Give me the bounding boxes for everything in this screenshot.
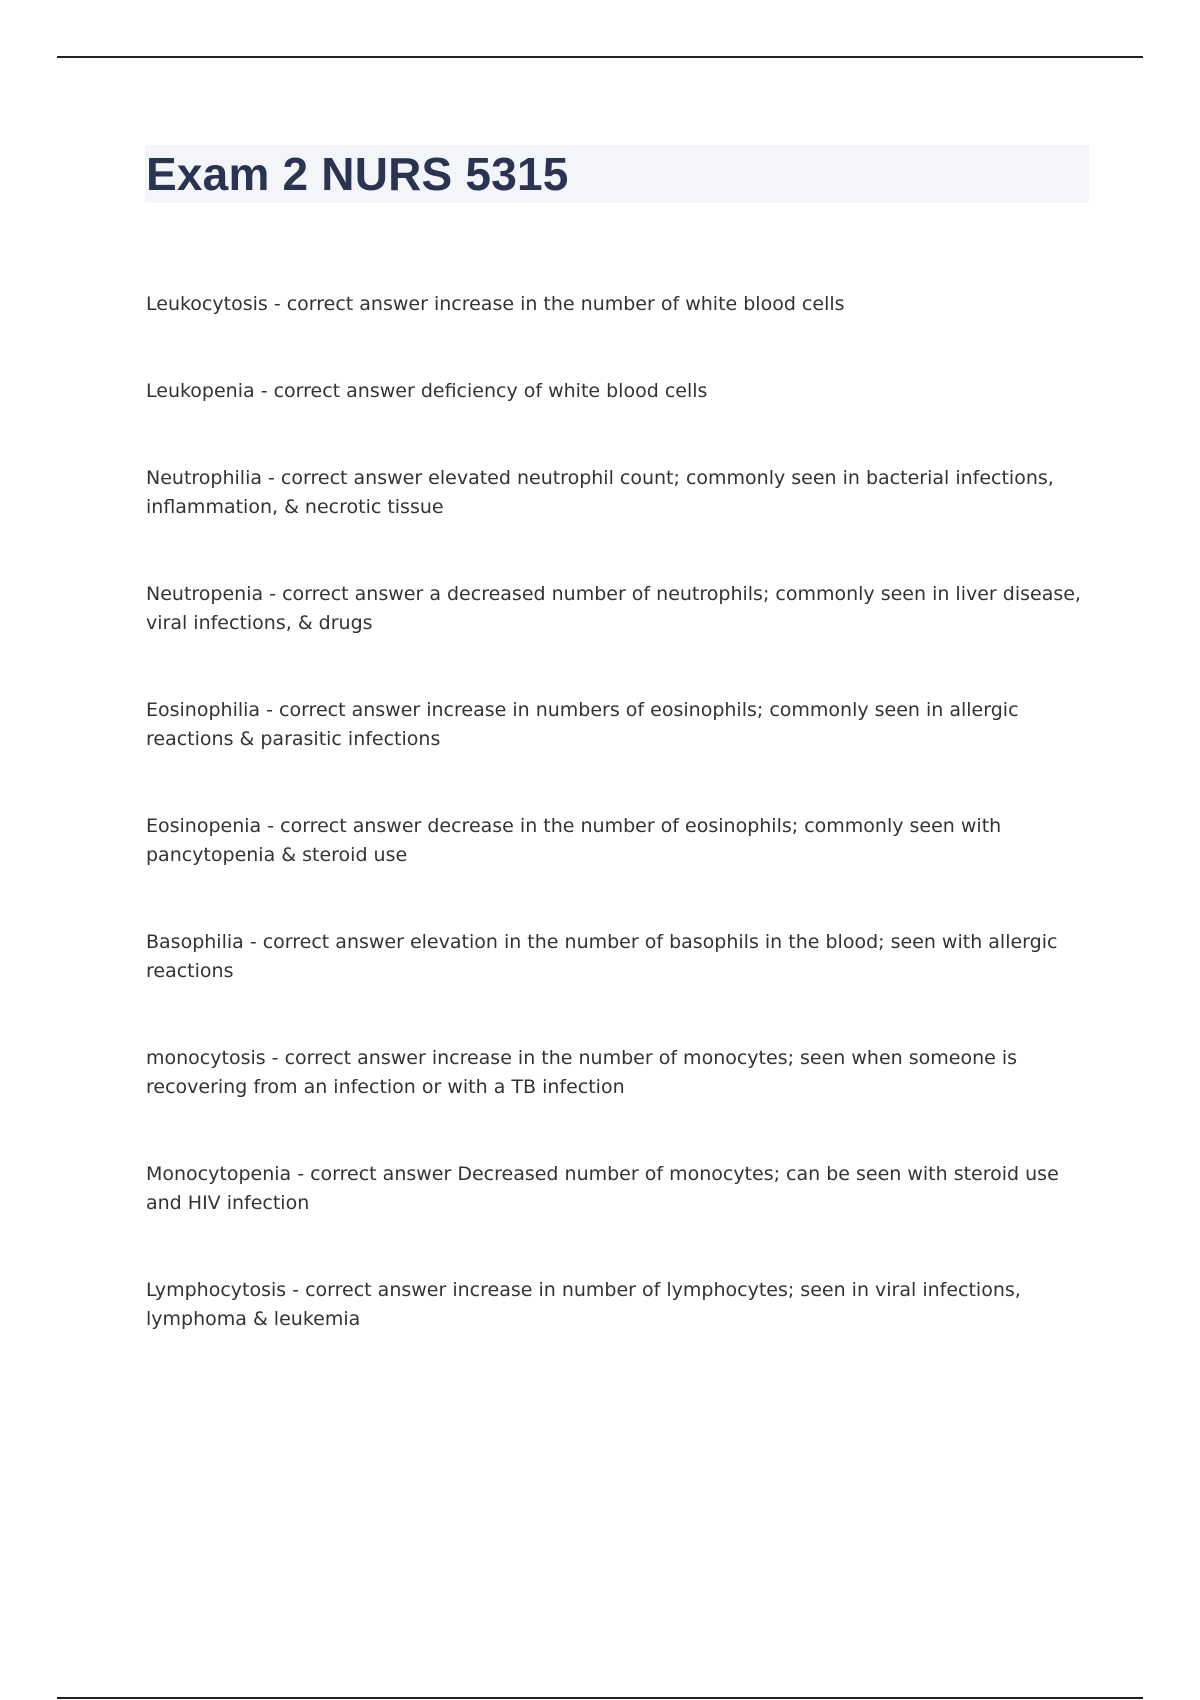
qa-separator: - correct answer [265,1047,432,1069]
qa-answer: decrease in the number of eosinophils; commonly seen with pancytopenia & steroid use [146,815,1002,866]
qa-answer: elevation in the number of basophils in the blood; seen with allergic reactions [146,931,1058,982]
qa-item [146,1160,1096,1218]
qa-term: Neutropenia [146,583,264,605]
qa-separator: - correct answer [263,583,430,605]
qa-term: Leukocytosis [146,293,268,315]
qa-term: Basophilia [146,931,244,953]
qa-list [146,290,1096,1392]
qa-item [146,812,1096,870]
qa-answer: a decreased number of neutrophils; commonly seen in liver disease, viral infections, & drugs [146,583,1081,634]
bottom-rule [57,1697,1143,1699]
qa-term: Lymphocytosis [146,1279,287,1301]
qa-separator: - correct answer [286,1279,453,1301]
qa-item [146,1276,1096,1334]
qa-answer: deficiency of white blood cells [420,380,708,402]
qa-item [146,290,1096,319]
qa-answer: increase in the number of white blood cells [433,293,845,315]
qa-separator: - correct answer [260,699,427,721]
qa-answer: increase in the number of monocytes; seen when someone is recovering from an infection or with a TB infection [146,1047,1018,1098]
qa-term: Eosinophilia [146,699,261,721]
qa-item [146,580,1096,638]
qa-separator: - correct answer [267,293,434,315]
qa-item [146,696,1096,754]
qa-item [146,464,1096,522]
qa-term: monocytosis [146,1047,266,1069]
qa-item [146,928,1096,986]
qa-item [146,1044,1096,1102]
qa-term: Leukopenia [146,380,255,402]
qa-separator: - correct answer [291,1163,458,1185]
qa-answer: increase in numbers of eosinophils; commonly seen in allergic reactions & parasitic infections [146,699,1019,750]
qa-separator: - correct answer [262,467,429,489]
qa-term: Monocytopenia [146,1163,292,1185]
qa-term: Eosinopenia [146,815,262,837]
qa-separator: - correct answer [243,931,410,953]
qa-item [146,377,1096,406]
qa-separator: - correct answer [254,380,421,402]
page-title: Exam 2 NURS 5315 [146,148,569,200]
top-rule [57,56,1143,58]
qa-answer: elevated neutrophil count; commonly seen in bacterial infections, inflammation, & necrotic tissue [146,467,1054,518]
qa-term: Neutrophilia [146,467,262,489]
qa-answer: increase in number of lymphocytes; seen in viral infections, lymphoma & leukemia [146,1279,1021,1330]
qa-answer: Decreased number of monocytes; can be seen with steroid use and HIV infection [146,1163,1059,1214]
qa-separator: - correct answer [261,815,428,837]
